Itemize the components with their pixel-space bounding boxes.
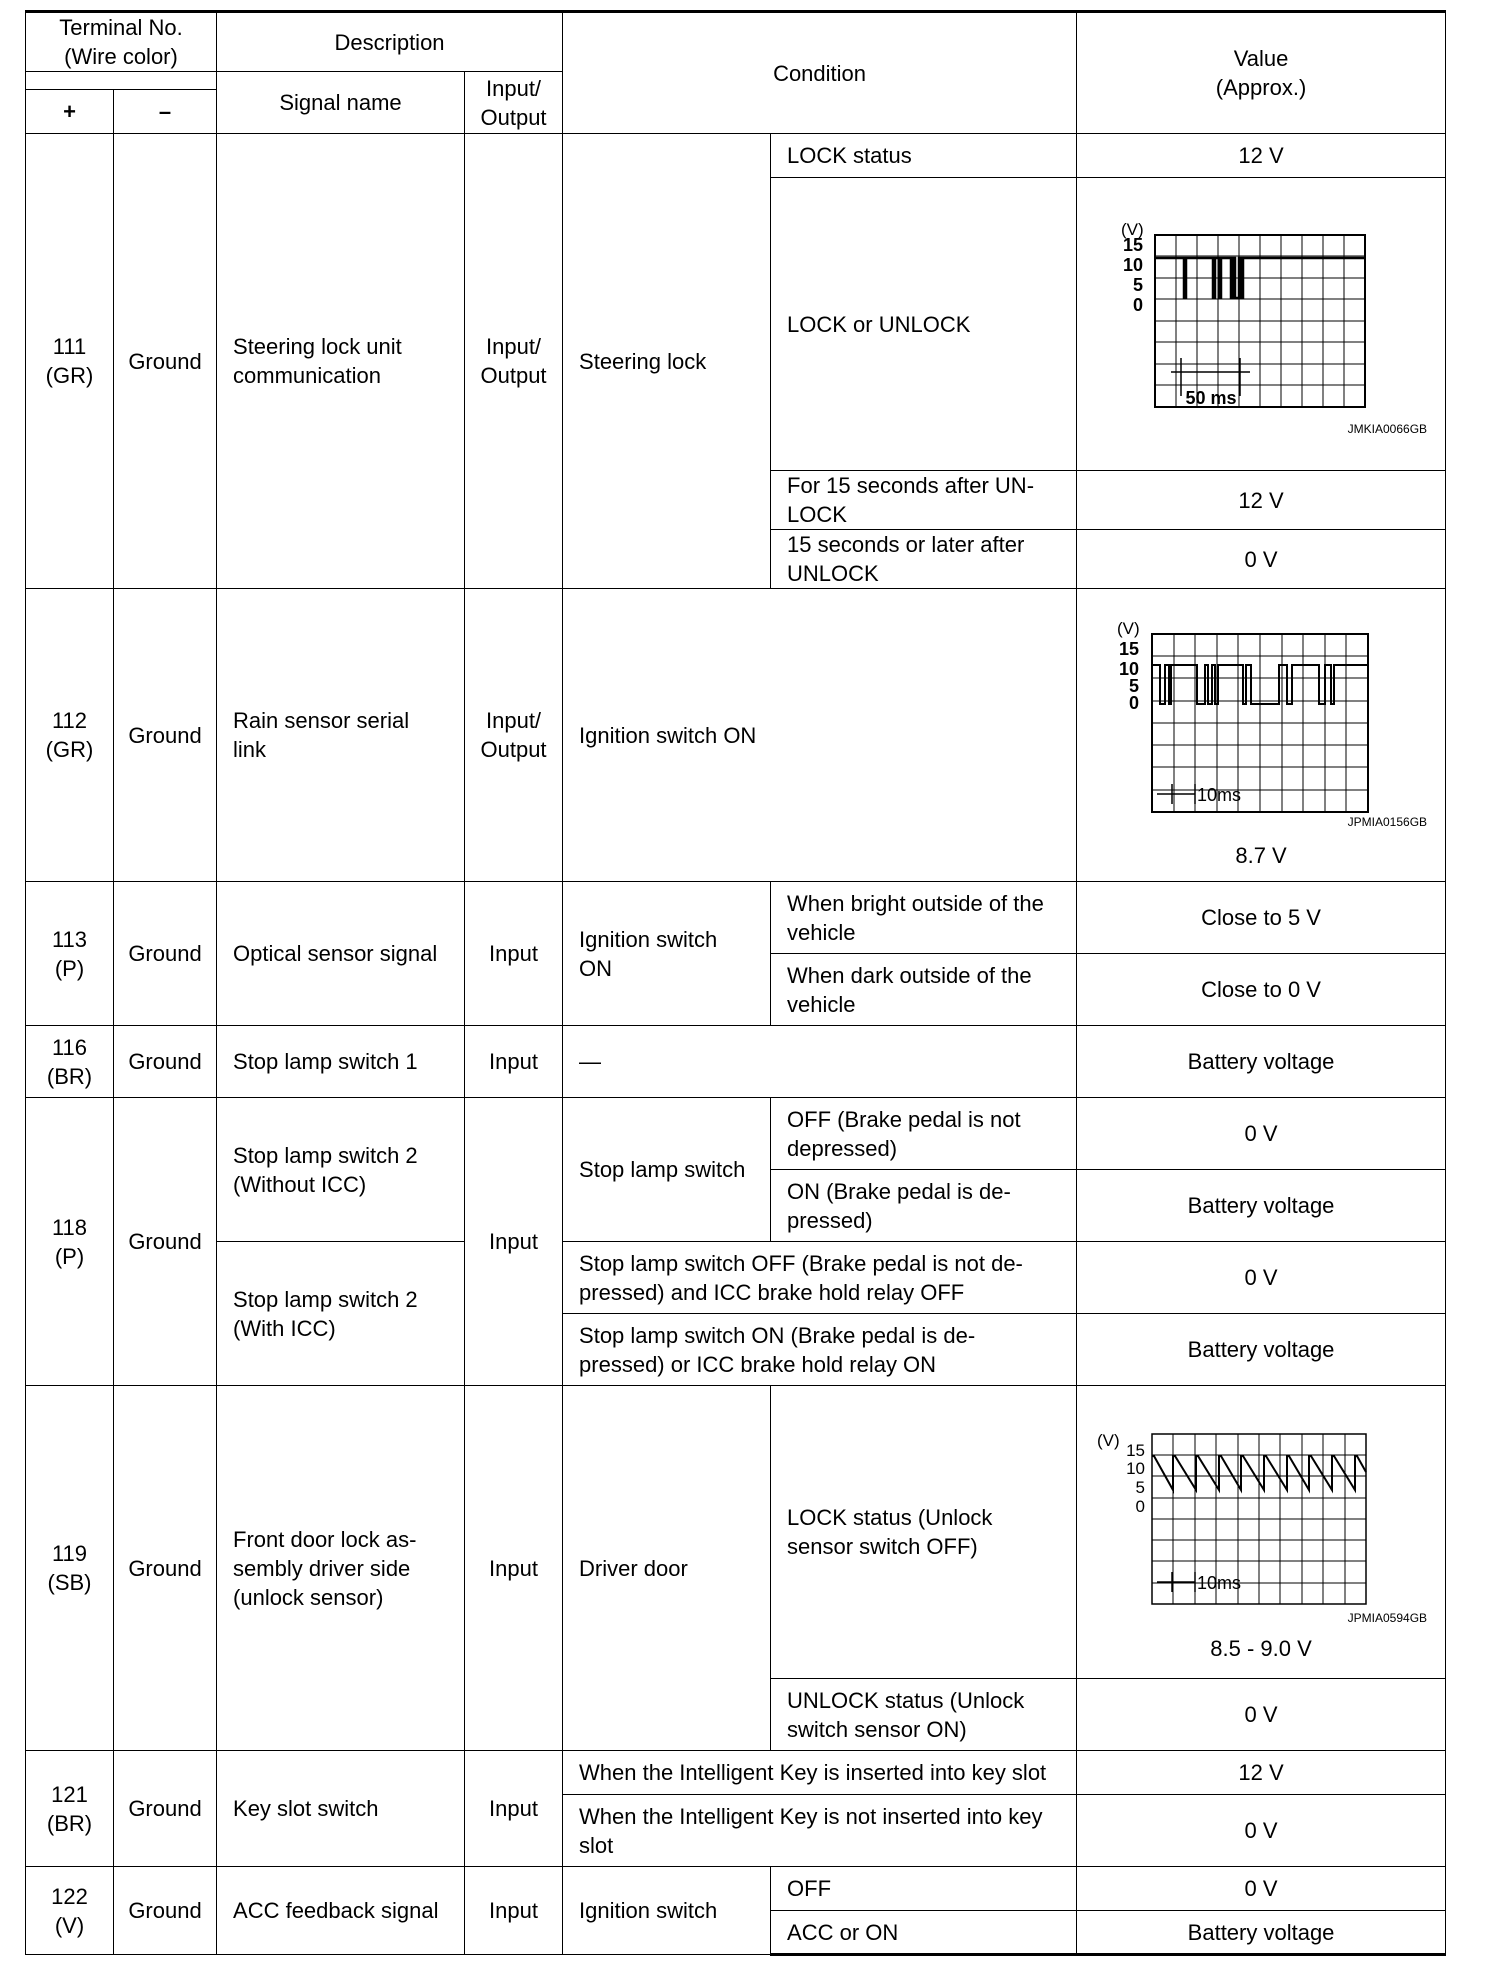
value-waveform-cell (1077, 178, 1446, 471)
signal-122: ACC feedback signal (217, 1867, 465, 1955)
ground-119: Ground (114, 1386, 217, 1751)
y-tick: 10 (1126, 1459, 1146, 1478)
ground-121: Ground (114, 1751, 217, 1867)
waveform-grid (1152, 634, 1368, 812)
ground-113: Ground (114, 882, 217, 1026)
value: 12 V (1077, 471, 1446, 530)
value: 8.5 - 9.0 V (1210, 1636, 1312, 1661)
value: 0 V (1077, 530, 1446, 589)
io-119: Input (465, 1386, 563, 1751)
subcondition: When bright outside of the vehicle (771, 882, 1077, 954)
value: Battery voltage (1077, 1170, 1446, 1242)
terminal-112: 112 (GR) (26, 589, 114, 882)
ground-112: Ground (114, 589, 217, 882)
value: 12 V (1077, 1751, 1446, 1795)
value: 0 V (1077, 1795, 1446, 1867)
wire-color-cont (26, 72, 217, 90)
terminal-116: 116 (BR) (26, 1026, 114, 1098)
y-tick: 10 (1119, 659, 1140, 679)
signal-118-with-icc: Stop lamp switch 2 (With ICC) (217, 1242, 465, 1386)
y-tick: 5 (1133, 275, 1144, 295)
time-scale (1157, 1572, 1195, 1592)
subcondition: 15 seconds or later after UNLOCK (771, 530, 1077, 589)
ground-122: Ground (114, 1867, 217, 1955)
subcondition: When the Intelligent Key is inserted into key slot (563, 1751, 1077, 1795)
subcondition: OFF (771, 1867, 1077, 1911)
condition-111: Steering lock (563, 134, 771, 589)
y-tick: 5 (1135, 1478, 1146, 1497)
terminal-spec-table (25, 10, 1446, 1956)
subcondition: For 15 seconds after UN-LOCK (771, 471, 1077, 530)
signal-name-header: Signal name (217, 72, 465, 134)
terminal-122: 122 (V) (26, 1867, 114, 1955)
ground-111: Ground (114, 134, 217, 589)
waveform-112 (1077, 589, 1446, 839)
subcondition: When dark outside of the vehicle (771, 954, 1077, 1026)
waveform-119 (1077, 1386, 1446, 1636)
value: Battery voltage (1077, 1911, 1446, 1955)
value: 8.7 V (1235, 843, 1287, 868)
io-112: Input/ Output (465, 589, 563, 882)
wave-unit: (V) (1117, 619, 1140, 638)
terminal-111: 111 (GR) (26, 134, 114, 589)
y-tick: 0 (1129, 693, 1140, 713)
figure-code: JPMIA0156GB (1347, 815, 1428, 829)
y-tick: 0 (1133, 295, 1144, 315)
wave-unit: (V) (1121, 220, 1144, 239)
condition-112: Ignition switch ON (563, 589, 1077, 882)
io-121: Input (465, 1751, 563, 1867)
signal-118-without-icc: Stop lamp switch 2 (Without ICC) (217, 1098, 465, 1242)
y-tick: 0 (1135, 1497, 1146, 1516)
subcondition: LOCK or UNLOCK (771, 178, 1077, 471)
subcondition: Stop lamp switch ON (Brake pedal is de-pressed) or ICC brake hold relay ON (563, 1314, 1077, 1386)
time-label: 10ms (1197, 1573, 1242, 1593)
y-tick: 10 (1123, 255, 1144, 275)
value-header: Value (Approx.) (1077, 12, 1446, 134)
value: 0 V (1077, 1867, 1446, 1911)
y-tick: 15 (1119, 639, 1140, 659)
figure-code: JPMIA0594GB (1347, 1611, 1428, 1625)
value-waveform-cell (1077, 589, 1446, 882)
io-116: Input (465, 1026, 563, 1098)
time-label: 50 ms (1185, 388, 1237, 408)
signal-119: Front door lock as-sembly driver side (unlock sensor) (217, 1386, 465, 1751)
terminal-121: 121 (BR) (26, 1751, 114, 1867)
waveform-grid (1152, 1434, 1366, 1604)
io-111: Input/ Output (465, 134, 563, 589)
io-113: Input (465, 882, 563, 1026)
subcondition: When the Intelligent Key is not inserted into key slot (563, 1795, 1077, 1867)
value-waveform-cell (1077, 1386, 1446, 1679)
condition-113: Ignition switch ON (563, 882, 771, 1026)
ground-116: Ground (114, 1026, 217, 1098)
terminal-118: 118 (P) (26, 1098, 114, 1386)
y-tick: 15 (1123, 235, 1144, 255)
plus-header: + (26, 90, 114, 134)
condition-119: Driver door (563, 1386, 771, 1751)
condition-118: Stop lamp switch (563, 1098, 771, 1242)
value: 0 V (1077, 1098, 1446, 1170)
subcondition: LOCK status (771, 134, 1077, 178)
subcondition: UNLOCK status (Unlock switch sensor ON) (771, 1679, 1077, 1751)
value: Battery voltage (1077, 1314, 1446, 1386)
signal-111: Steering lock unit communication (217, 134, 465, 589)
condition-122: Ignition switch (563, 1867, 771, 1955)
condition-116: — (563, 1026, 1077, 1098)
value: Close to 5 V (1077, 882, 1446, 954)
io-header: Input/ Output (465, 72, 563, 134)
description-header: Description (217, 12, 563, 72)
subcondition: OFF (Brake pedal is not depressed) (771, 1098, 1077, 1170)
time-label: 10ms (1197, 785, 1242, 805)
signal-113: Optical sensor signal (217, 882, 465, 1026)
y-tick: 5 (1129, 676, 1140, 696)
terminal-no-header: Terminal No. (Wire color) (26, 12, 217, 72)
value: 0 V (1077, 1242, 1446, 1314)
subcondition: LOCK status (Unlock sensor switch OFF) (771, 1386, 1077, 1679)
signal-112: Rain sensor serial link (217, 589, 465, 882)
terminal-113: 113 (P) (26, 882, 114, 1026)
value: Close to 0 V (1077, 954, 1446, 1026)
subcondition: ACC or ON (771, 1911, 1077, 1955)
time-scale (1157, 784, 1195, 804)
terminal-119: 119 (SB) (26, 1386, 114, 1751)
wave-unit: (V) (1097, 1431, 1120, 1450)
figure-code: JMKIA0066GB (1347, 422, 1428, 436)
condition-header: Condition (563, 12, 1077, 134)
io-122: Input (465, 1867, 563, 1955)
signal-121: Key slot switch (217, 1751, 465, 1867)
y-tick: 15 (1126, 1441, 1146, 1460)
value: Battery voltage (1077, 1026, 1446, 1098)
subcondition: Stop lamp switch OFF (Brake pedal is not de-pressed) and ICC brake hold relay OFF (563, 1242, 1077, 1314)
minus-header: – (114, 90, 217, 134)
value: 0 V (1077, 1679, 1446, 1751)
signal-116: Stop lamp switch 1 (217, 1026, 465, 1098)
value: 12 V (1077, 134, 1446, 178)
subcondition: ON (Brake pedal is de-pressed) (771, 1170, 1077, 1242)
io-118: Input (465, 1098, 563, 1386)
ground-118: Ground (114, 1098, 217, 1386)
